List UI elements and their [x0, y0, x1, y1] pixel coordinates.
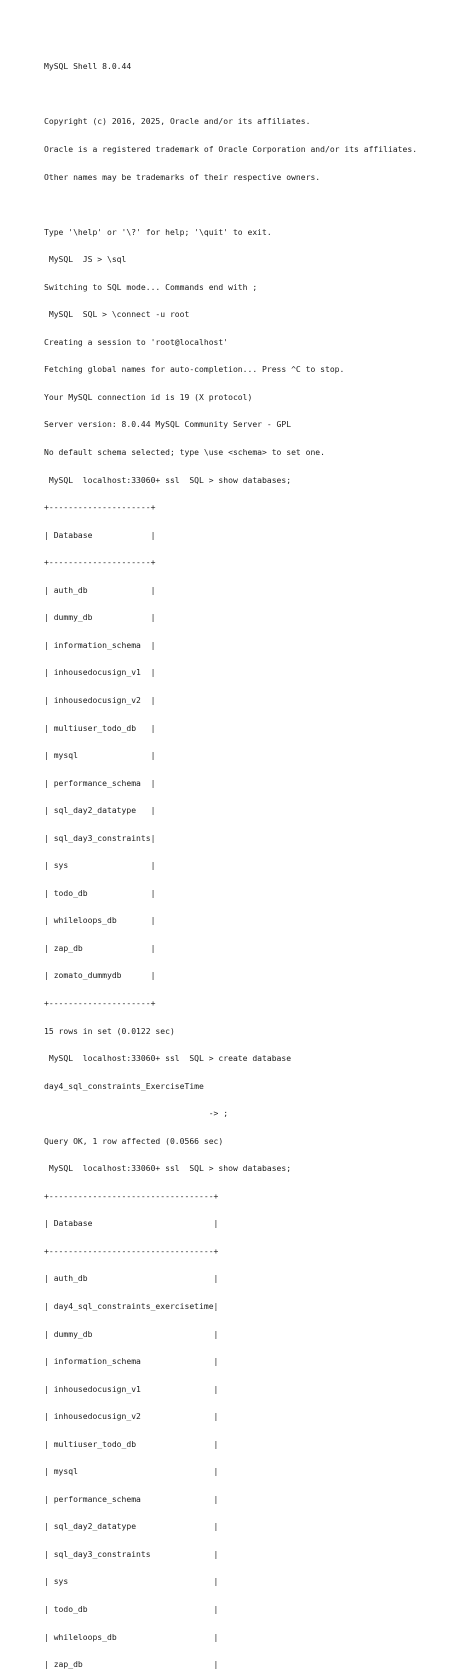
- copyright-line: Copyright (c) 2016, 2025, Oracle and/or its affiliates.: [44, 117, 311, 127]
- table-row: | auth_db |: [44, 585, 156, 595]
- trademark-line: Oracle is a registered trademark of Oracle Corporation and/or its affiliates.: [44, 145, 418, 155]
- table-row: | mysql |: [44, 751, 156, 761]
- help-hint-line: Type '\help' or '\?' for help; '\quit' to exit.: [44, 227, 272, 237]
- output-line: Switching to SQL mode... Commands end with ;: [44, 282, 258, 292]
- table-row: | todo_db |: [44, 1605, 219, 1614]
- shell-banner: MySQL Shell 8.0.44: [44, 62, 132, 72]
- table-header: | Database |: [44, 1219, 219, 1229]
- table-row: | mysql |: [44, 1467, 219, 1477]
- table-row: | multiuser_todo_db |: [44, 1439, 219, 1449]
- table-row: | zap_db |: [44, 1660, 219, 1670]
- terminal-output: [44, 44, 464, 1678]
- prompt-line: MySQL localhost:33060+ ssl SQL > show databases;: [44, 1164, 292, 1174]
- table-row: | sql_day3_constraints |: [44, 1549, 219, 1559]
- table-row: | whileloops_db |: [44, 916, 156, 926]
- table-row: | auth_db |: [44, 1274, 219, 1284]
- table-border: +----------------------------------+: [44, 1191, 219, 1201]
- continuation-prompt: -> ;: [44, 1109, 229, 1119]
- table-row: | zomato_dummydb |: [44, 971, 156, 981]
- prompt-line: MySQL localhost:33060+ ssl SQL > show databases;: [44, 475, 292, 485]
- table-row: | whileloops_db |: [44, 1632, 219, 1642]
- table-row: | sql_day2_datatype |: [44, 1522, 219, 1532]
- table-row: | information_schema |: [44, 640, 156, 650]
- table-row: | inhousedocusign_v2 |: [44, 1412, 219, 1422]
- blank-line: [44, 200, 464, 209]
- prompt-line: MySQL JS > \sql: [44, 255, 127, 265]
- table-row: | performance_schema |: [44, 1494, 219, 1504]
- table-row: | todo_db |: [44, 888, 156, 898]
- prompt-line: MySQL SQL > \connect -u root: [44, 310, 190, 320]
- table-row: | inhousedocusign_v1 |: [44, 668, 156, 678]
- table-row: | sql_day3_constraints|: [44, 833, 156, 843]
- table-row: | sql_day2_datatype |: [44, 806, 156, 816]
- table-row: | inhousedocusign_v2 |: [44, 695, 156, 705]
- result-summary: 15 rows in set (0.0122 sec): [44, 1026, 175, 1036]
- table-border: +---------------------+: [44, 558, 156, 568]
- output-line: No default schema selected; type \use <schema> to set one.: [44, 448, 325, 458]
- table-row: | dummy_db |: [44, 1329, 219, 1339]
- table-row: | inhousedocusign_v1 |: [44, 1384, 219, 1394]
- table-border: +---------------------+: [44, 503, 156, 513]
- output-line: Your MySQL connection id is 19 (X protocol): [44, 392, 253, 402]
- table-row: | information_schema |: [44, 1357, 219, 1367]
- table-row: | dummy_db |: [44, 613, 156, 623]
- table-row: | sys |: [44, 861, 156, 871]
- blank-line: [44, 90, 464, 99]
- command-continuation: day4_sql_constraints_ExerciseTime: [44, 1081, 204, 1091]
- table-row: | performance_schema |: [44, 778, 156, 788]
- table-row: | sys |: [44, 1577, 219, 1587]
- table-border: +---------------------+: [44, 998, 156, 1008]
- trademark-line: Other names may be trademarks of their respective owners.: [44, 172, 321, 182]
- table-border: +----------------------------------+: [44, 1246, 219, 1256]
- output-line: Server version: 8.0.44 MySQL Community Server - GPL: [44, 420, 292, 430]
- table-header: | Database |: [44, 530, 156, 540]
- table-row: | zap_db |: [44, 943, 156, 953]
- table-row: | multiuser_todo_db |: [44, 723, 156, 733]
- output-line: Fetching global names for auto-completion... Press ^C to stop.: [44, 365, 345, 375]
- table-row: | day4_sql_constraints_exercisetime|: [44, 1301, 219, 1311]
- result-summary: Query OK, 1 row affected (0.0566 sec): [44, 1136, 224, 1146]
- output-line: Creating a session to 'root@localhost': [44, 337, 229, 347]
- prompt-line: MySQL localhost:33060+ ssl SQL > create database: [44, 1054, 292, 1064]
